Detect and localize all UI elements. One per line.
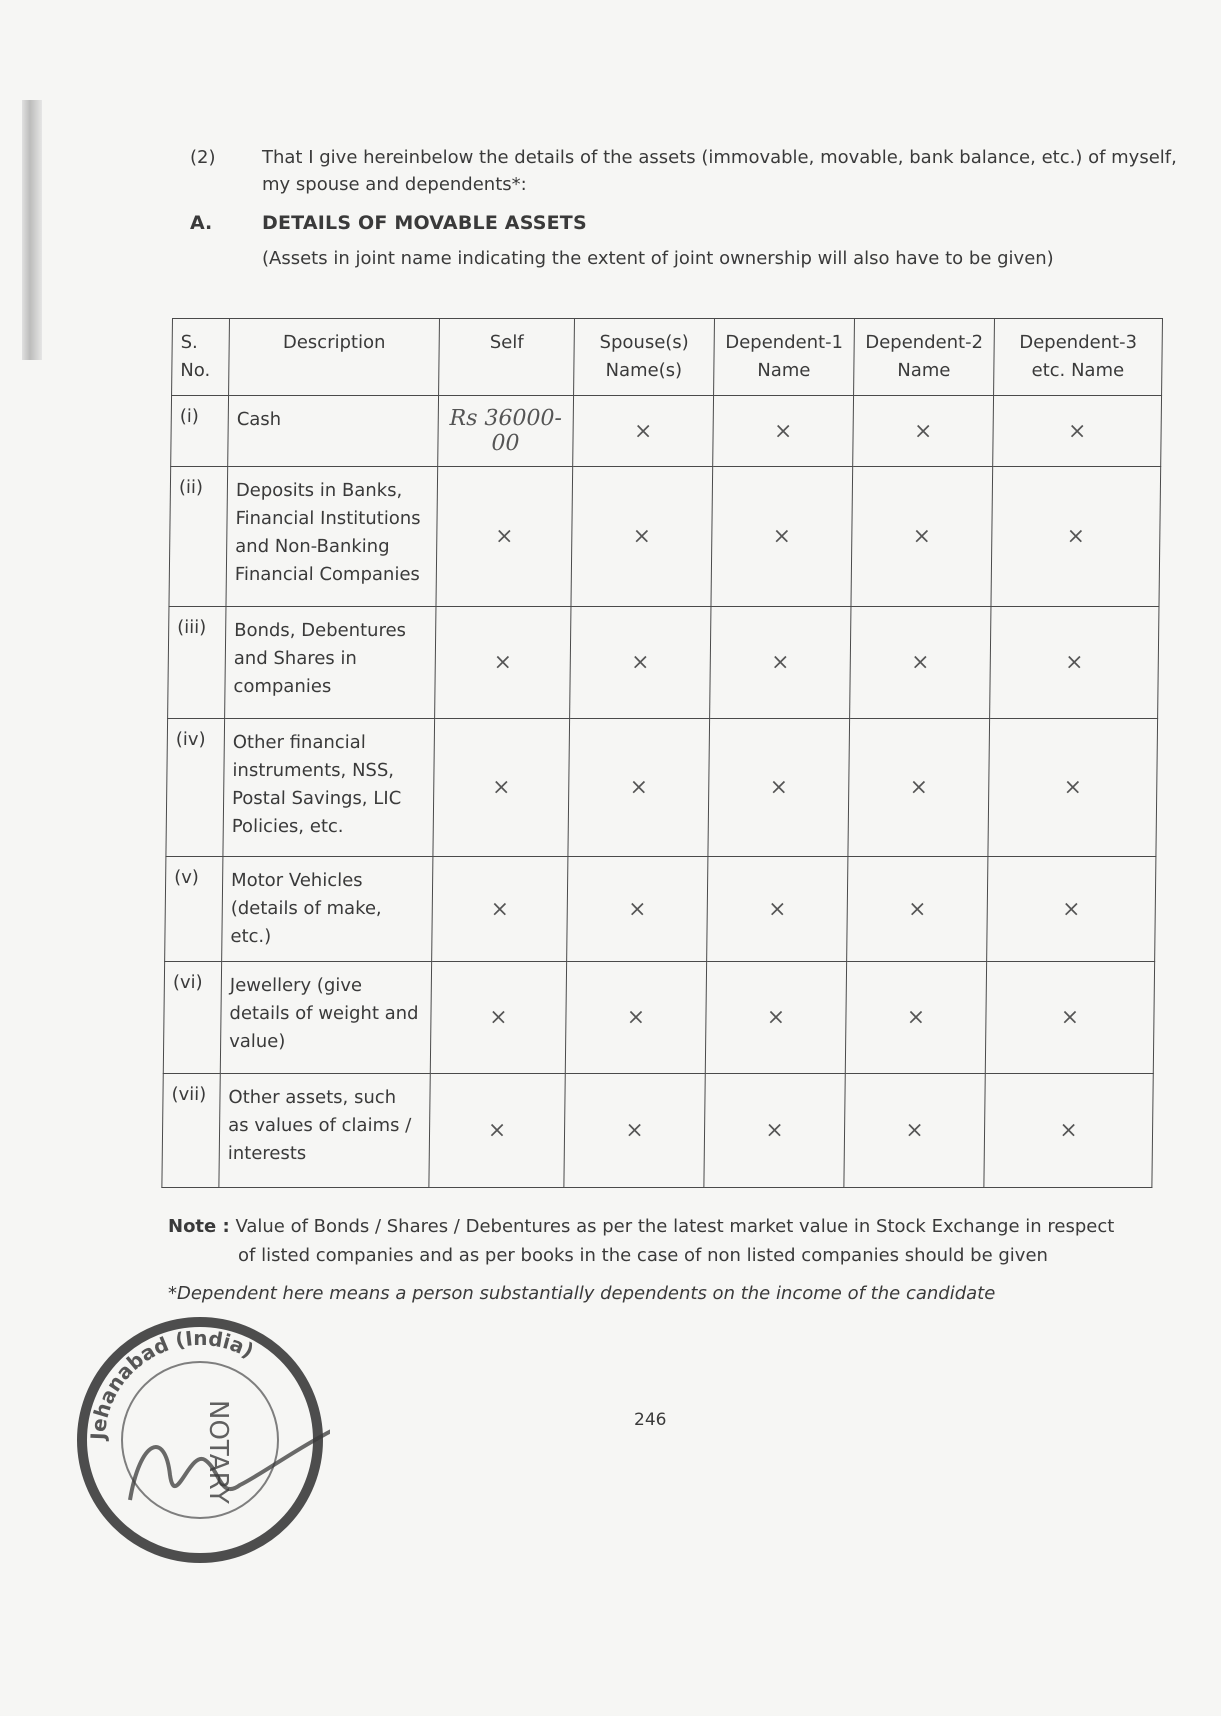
- table-row: [166, 719, 1158, 857]
- row-dependent-1: ×: [705, 962, 846, 1074]
- page-number: 246: [634, 1410, 667, 1430]
- row-sno: (ii): [169, 467, 228, 607]
- section-subtitle: (Assets in joint name indicating the extent of joint ownership will also have to be given): [262, 248, 1054, 269]
- row-dependent-2: ×: [847, 857, 988, 962]
- row-description: Other financial instruments, NSS, Postal Savings, LIC Policies, etc.: [223, 719, 435, 857]
- row-dependent-1: ×: [713, 396, 854, 467]
- section-letter: A.: [190, 212, 213, 234]
- row-description: Bonds, Debentures and Shares in companies: [225, 607, 436, 719]
- row-dependent-2: ×: [848, 719, 990, 857]
- table-header-row: [172, 319, 1163, 396]
- row-description: Deposits in Banks, Financial Institutions and Non-Banking Financial Companies: [226, 467, 438, 607]
- row-self: ×: [430, 962, 566, 1074]
- row-self: ×: [432, 857, 568, 962]
- row-dependent-3: ×: [985, 962, 1154, 1074]
- intro-text: That I give hereinbelow the details of the assets (immovable, movable, bank balance, etc.) of myself, my spouse and dependents*:: [262, 147, 1177, 195]
- row-sno: (v): [165, 857, 223, 962]
- row-description: Other assets, such as values of claims / interests: [219, 1074, 430, 1188]
- header-dependent-1: Dependent-1 Name: [714, 319, 855, 396]
- note: [168, 1212, 1168, 1266]
- header-self: Self: [439, 319, 575, 396]
- row-description: Cash: [228, 396, 439, 467]
- row-self: ×: [429, 1074, 565, 1188]
- section-title: DETAILS OF MOVABLE ASSETS: [262, 212, 587, 234]
- row-spouse: ×: [571, 467, 713, 607]
- row-dependent-2: ×: [845, 962, 986, 1074]
- table-row: [168, 607, 1159, 719]
- movable-assets-table: [161, 318, 1163, 1188]
- row-sno: (vii): [162, 1074, 220, 1188]
- header-description: Description: [229, 319, 440, 396]
- row-description: Jewellery (give details of weight and value): [220, 962, 431, 1074]
- note-line-2: of listed companies and as per books in the case of non listed companies should be given: [238, 1245, 1048, 1266]
- row-self: ×: [433, 719, 570, 857]
- row-spouse: ×: [567, 857, 708, 962]
- row-dependent-1: ×: [704, 1074, 845, 1188]
- row-sno: (i): [171, 396, 229, 467]
- row-dependent-1: ×: [710, 607, 851, 719]
- row-description: Motor Vehicles (details of make, etc.): [222, 857, 433, 962]
- row-dependent-3: ×: [991, 467, 1161, 607]
- row-dependent-2: ×: [850, 607, 991, 719]
- row-dependent-3: ×: [988, 719, 1158, 857]
- row-dependent-3: ×: [993, 396, 1162, 467]
- intro-number: (2): [190, 147, 216, 168]
- row-sno: (iii): [168, 607, 226, 719]
- cash-self-value: Rs 36000-00: [438, 396, 574, 467]
- dependent-footnote: *Dependent here means a person substantially dependents on the income of the candidate: [168, 1283, 996, 1304]
- header-dependent-3: Dependent-3 etc. Name: [994, 319, 1163, 396]
- table-row: [163, 962, 1154, 1074]
- row-dependent-3: ×: [990, 607, 1159, 719]
- movable-assets-table-wrapper: [162, 318, 1162, 1164]
- scan-binding-shadow: [22, 100, 42, 360]
- note-label: Note :: [168, 1216, 230, 1237]
- row-dependent-3: ×: [987, 857, 1156, 962]
- row-spouse: ×: [568, 719, 710, 857]
- row-dependent-1: ×: [708, 719, 850, 857]
- table-row: [171, 396, 1162, 467]
- header-dependent-2: Dependent-2 Name: [854, 319, 995, 396]
- row-dependent-3: ×: [984, 1074, 1153, 1188]
- row-sno: (vi): [163, 962, 221, 1074]
- row-dependent-1: ×: [707, 857, 848, 962]
- row-self: ×: [435, 607, 571, 719]
- table-row: [169, 467, 1161, 607]
- row-sno: (iv): [166, 719, 225, 857]
- header-sno: S. No.: [172, 319, 230, 396]
- note-line-1: Value of Bonds / Shares / Debentures as per the latest market value in Stock Exchange in respect: [235, 1216, 1115, 1237]
- row-dependent-1: ×: [711, 467, 853, 607]
- row-dependent-2: ×: [851, 467, 993, 607]
- row-self: ×: [436, 467, 573, 607]
- stamp-center-text: NOTARY: [203, 1400, 233, 1504]
- row-dependent-2: ×: [853, 396, 994, 467]
- table-row: [162, 1074, 1153, 1188]
- row-spouse: ×: [564, 1074, 705, 1188]
- table-row: [165, 857, 1156, 962]
- header-spouse: Spouse(s) Name(s): [574, 319, 715, 396]
- stamp-ring-text: Jehanabad (India): [85, 1325, 258, 1441]
- row-dependent-2: ×: [844, 1074, 985, 1188]
- row-spouse: ×: [565, 962, 706, 1074]
- notary-stamp-seal: [70, 1310, 330, 1570]
- row-spouse: ×: [573, 396, 714, 467]
- row-spouse: ×: [570, 607, 711, 719]
